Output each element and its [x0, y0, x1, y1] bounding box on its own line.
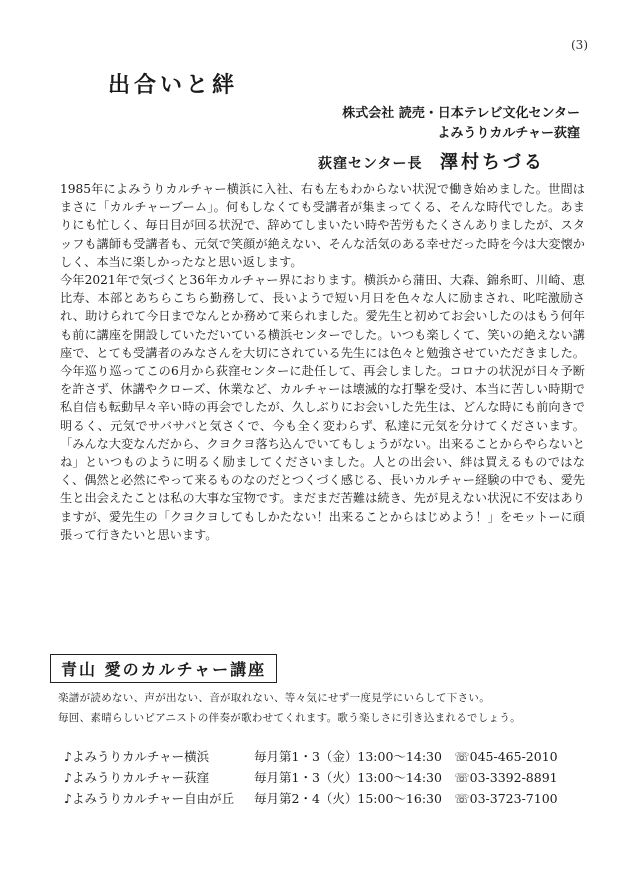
schedule-venue: ♪よみうりカルチャー自由が丘: [64, 791, 235, 806]
phone-icon: ☏: [454, 791, 470, 806]
schedule-time: 毎月第2・4（火）15:00～16:30: [254, 791, 442, 806]
schedule-phone: 045-465-2010: [469, 749, 558, 764]
schedule-venue: ♪よみうりカルチャー荻窪: [64, 770, 210, 785]
course-note-2: 毎回、素晴らしいピアニストの伴奏が歌わせてくれます。歌う楽しさに引き込まれるでしょう。: [58, 712, 521, 724]
organization-block: [342, 104, 580, 144]
organization-branch: よみうりカルチャー荻窪: [437, 126, 580, 141]
schedule-time: 毎月第1・3（金）13:00～14:30: [254, 749, 442, 764]
schedule-phone: 03-3392-8891: [469, 770, 558, 785]
author-name: 澤村ちづる: [440, 152, 545, 173]
schedule-row: [64, 788, 580, 809]
article-paragraph-1: 1985年によみうりカルチャー横浜に入社、右も左もわからない状況で働き始めました。世間はまさに「カルチャーブーム」。何もしなくても受講者が集まってくる、そんな時代でした。あまりにも忙しく、毎日目が回る状況で、辞めてしまいたい時や苦労もたくさんありましたが、スタッフも講師も受講者も、元気で笑顔が絶えない、そんな活気のある幸せだった時を今は大変懐かしく、本当に楽しかったなと思い返します。: [60, 182, 585, 269]
author-line: [318, 148, 545, 174]
course-note-1: 楽譜が読めない、声が出ない、音が取れない、等々気にせず一度見学にいらして下さい。: [58, 692, 490, 704]
author-role: 荻窪センター長: [318, 156, 423, 172]
schedule-list: [64, 746, 580, 809]
page-number: (3): [571, 38, 588, 52]
schedule-time: 毎月第1・3（火）13:00～14:30: [254, 770, 442, 785]
course-title-box: 青山 愛のカルチャー講座: [50, 654, 277, 683]
phone-icon: ☏: [454, 749, 470, 764]
course-notes: [58, 688, 618, 728]
organization-name: 株式会社 読売・日本テレビ文化センター: [342, 106, 580, 121]
phone-icon: ☏: [454, 770, 470, 785]
schedule-phone: 03-3723-7100: [469, 791, 558, 806]
schedule-venue: ♪よみうりカルチャー横浜: [64, 749, 210, 764]
schedule-row: [64, 746, 580, 767]
article-paragraph-2: 今年2021年で気づくと36年カルチャー界におります。横浜から蒲田、大森、錦糸町、川崎、恵比寿、本部とあちらこちら勤務して、長いようで短い月日を色々な人に励まされ、叱咤激励され、助けられて今日までなんとか務めて来られました。愛先生と初めてお会いしたのはもう何年も前に講座を開設していただいている横浜センターでした。いつも楽しくて、笑いの絶えない講座で、とても受講者のみなさんを大切にされている先生には色々と勉強させていただきました。今年巡り巡ってこの6月から荻窪センターに赴任して、再会しました。コロナの状況が日々予断を許さず、休講やクローズ、休業など、カルチャーは壊滅的な打撃を受け、本当に苦しい時期で私自信も転動早々辛い時の再会でしたが、久しぶりにお会いした先生は、どんな時にも前向きで明るく、元気でサバサバと気さくで、今も全く変わらず、私達に元気を分けてくださいます。「みんな大変なんだから、クヨクヨ落ち込んでいてもしょうがない。出来ることからやらないとね」といつものように明るく励ましてくださいました。人との出会い、絆は買えるものではなく、偶然と必然にやって来るものなのだとつくづく感じる、長いカルチャー経験の中でも、愛先生と出会えたことは私の大事な宝物です。まだまだ苦難は続き、先が見えない状況に不安はありますが、愛先生の「クヨクヨしてもしかたない！出来ることからはじめよう！」をモットーに頑張って行きたいと思います。: [60, 273, 585, 542]
article-title: 出合いと絆: [108, 73, 239, 98]
schedule-row: [64, 767, 580, 788]
article-body: [60, 180, 585, 544]
